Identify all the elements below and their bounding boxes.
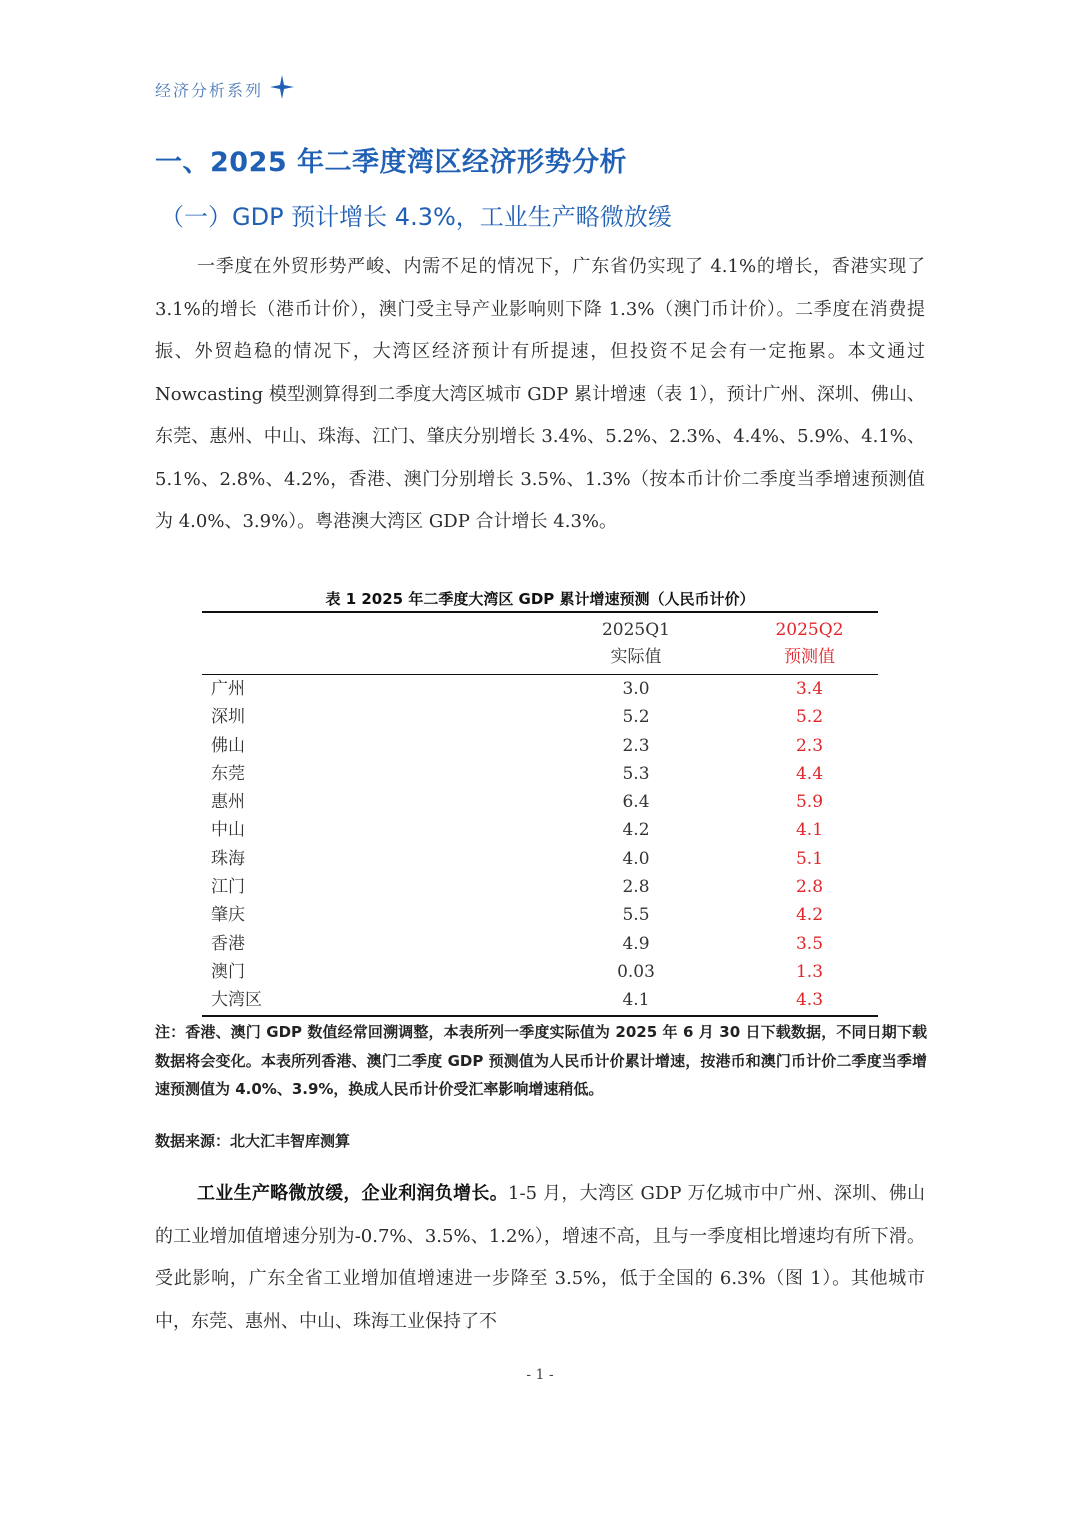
- table-row: [202, 873, 878, 901]
- star-icon: [270, 75, 294, 99]
- cell-q1-value: 5.5: [622, 905, 650, 926]
- table-note: 注：香港、澳门 GDP 数值经常回溯调整，本表所列一季度实际值为 2025 年 6 月 30 日下载数据，不同日期下载数据将会变化。本表所列香港、澳门二季度 GDP 预测值为人民币计价累计增速，按港币和澳门币计价二季度当季增速预测值为 4.0%、3.9%，换成人民币计价受汇率影响增速稍低。: [155, 1023, 927, 1098]
- cell-city: 东莞: [211, 763, 245, 784]
- paragraph-lead: 工业生产略微放缓，企业利润负增长。: [197, 1183, 509, 1204]
- table-row: [202, 788, 878, 816]
- table-header-row: [202, 612, 878, 675]
- cell-city: 广州: [211, 679, 245, 699]
- table-row: [202, 986, 878, 1015]
- cell-city: 江门: [211, 877, 245, 898]
- table-row: [202, 760, 878, 788]
- cell-q2-value: 5.9: [795, 792, 824, 813]
- table-row: [202, 845, 878, 873]
- paragraph-industry: [155, 1173, 925, 1343]
- cell-q2-value: 1.3: [795, 961, 824, 982]
- table-caption: 表 1 2025 年二季度大湾区 GDP 累计增速预测（人民币计价）: [325, 590, 755, 608]
- series-label: 经济分析系列: [155, 81, 264, 100]
- cell-q2-value: 5.2: [795, 707, 824, 728]
- table-row: [202, 816, 878, 844]
- cell-q1-value: 2.8: [622, 877, 650, 898]
- gdp-table: [202, 611, 878, 1017]
- cell-q2-value: 3.4: [795, 679, 824, 699]
- cell-q2-value: 4.3: [795, 990, 824, 1011]
- header-city: [202, 612, 531, 675]
- cell-city: 中山: [211, 820, 245, 841]
- subsection-heading: （一）GDP 预计增长 4.3%，工业生产略微放缓: [160, 203, 672, 231]
- cell-q2-value: 5.1: [795, 848, 824, 869]
- cell-q2-value: 4.4: [795, 763, 824, 784]
- paragraph-body: 1-5 月，大湾区 GDP 万亿城市中广州、深圳、佛山的工业增加值增速分别为-0.7%、3.5%、1.2%），增速不高，且与一季度相比增速均有所下滑。受此影响，广东全省工业增加值增速进一步降至 3.5%，低于全国的 6.3%（图 1）。其他城市中，东莞、惠州、中山、珠海工业保持了不: [155, 1183, 926, 1332]
- table-body: [202, 675, 878, 1016]
- cell-q2-value: 4.2: [795, 905, 824, 926]
- page-number: - 1 -: [526, 1367, 554, 1383]
- table-source: 数据来源：北大汇丰智库测算: [155, 1132, 351, 1150]
- table-row: [202, 930, 878, 958]
- header-q2-type: 预测值: [784, 647, 835, 667]
- cell-q1-value: 0.03: [617, 961, 655, 982]
- table-row: [202, 732, 878, 760]
- header-q1-period: 2025Q1: [601, 620, 671, 640]
- cell-q2-value: 4.1: [795, 820, 824, 841]
- cell-city: 珠海: [211, 848, 245, 869]
- table-row: [202, 958, 878, 986]
- paragraph-gdp-forecast: 一季度在外贸形势严峻、内需不足的情况下，广东省仍实现了 4.1%的增长，香港实现了 3.1%的增长（港币计价），澳门受主导产业影响则下降 1.3%（澳门币计价）。二季度在消费提振、外贸趋稳的情况下，大湾区经济预计有所提速，但投资不足会有一定拖累。本文通过 Nowcasting 模型测算得到二季度大湾区城市 GDP 累计增速（表 1），预计广州、深圳、佛山、东莞、惠州、中山、珠海、江门、肇庆分别增长 3.4%、5.2%、2.3%、4.4%、5.9%、4.1%、5.1%、2.8%、4.2%，香港、澳门分别增长 3.5%、1.3%（按本币计价二季度当季增速预测值为 4.0%、3.9%）。粤港澳大湾区 GDP 合计增长 4.3%。: [155, 256, 925, 532]
- cell-q1-value: 6.4: [622, 792, 650, 813]
- header-q2: [741, 612, 878, 675]
- cell-city: 大湾区: [211, 990, 262, 1011]
- cell-q1-value: 4.2: [622, 820, 650, 841]
- cell-q2-value: 2.8: [795, 877, 824, 898]
- cell-q2-value: 3.5: [795, 933, 824, 954]
- cell-q1-value: 5.2: [622, 707, 650, 728]
- cell-city: 肇庆: [211, 905, 245, 926]
- table-row: [202, 901, 878, 929]
- cell-q1-value: 2.3: [622, 735, 650, 756]
- cell-city: 惠州: [211, 792, 245, 813]
- cell-city: 澳门: [211, 961, 245, 982]
- header-q1: [531, 612, 741, 675]
- cell-q2-value: 2.3: [795, 735, 824, 756]
- table-row: [202, 675, 878, 704]
- cell-city: 深圳: [211, 707, 245, 728]
- cell-city: 佛山: [211, 735, 245, 756]
- header-q1-type: 实际值: [610, 647, 662, 667]
- cell-q1-value: 4.9: [622, 933, 650, 954]
- section-heading: 一、2025 年二季度湾区经济形势分析: [155, 147, 628, 178]
- cell-q1-value: 5.3: [622, 763, 650, 784]
- cell-q1-value: 4.0: [622, 848, 650, 869]
- cell-q1-value: 3.0: [622, 679, 650, 699]
- cell-q1-value: 4.1: [622, 990, 650, 1011]
- table-row: [202, 703, 878, 731]
- cell-city: 香港: [211, 933, 245, 954]
- header-q2-period: 2025Q2: [775, 620, 844, 640]
